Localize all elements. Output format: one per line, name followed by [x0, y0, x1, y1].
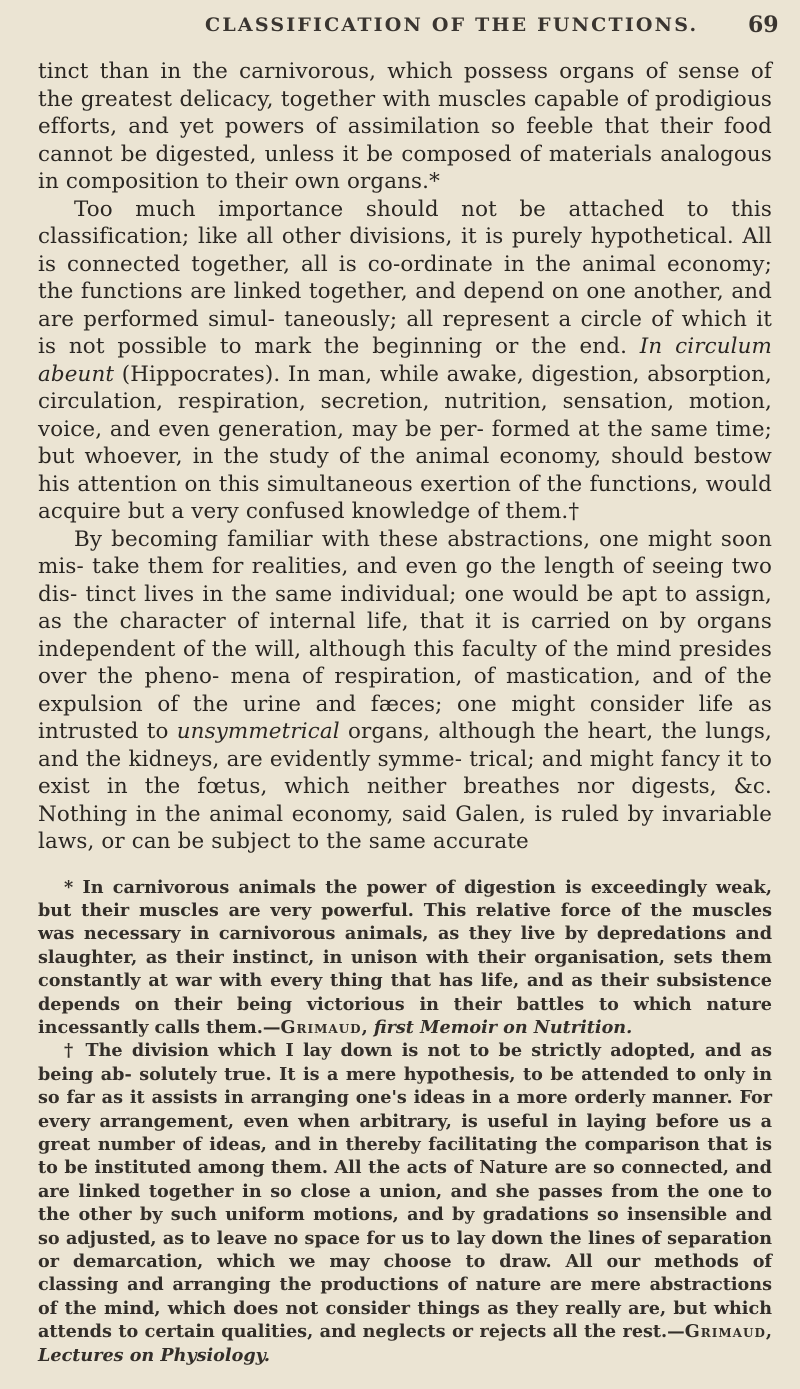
page-number: 69 — [748, 12, 779, 38]
footnote-author: Grimaud — [280, 1016, 362, 1038]
body-text — [38, 58, 772, 856]
running-title: CLASSIFICATION OF THE FUNCTIONS. — [205, 14, 699, 36]
page-header — [0, 8, 800, 48]
footnote-author: Grimaud — [684, 1321, 766, 1343]
paragraph-2: Too much importance should not be attached to this classification; like all other divisions, it is purely hypothetical. All is connected together, all is co-ordinate in the animal economy; the functions are linked together, and depend on one another, and are performed simul- taneously; all represent a circle of which it is not possible to mark the beginning or the end. In circulum abeunt (Hippocrates). In man, while awake, digestion, absorption, circulation, respiration, secretion, nutrition, sensation, motion, voice, and even generation, may be per- formed at the same time; but whoever, in the study of the animal economy, should bestow his attention on this simultaneous exertion of the functions, would acquire but a very confused knowledge of them.† — [38, 196, 772, 524]
footnote-1: * In carnivorous animals the power of digestion is exceedingly weak, but their muscles are very powerful. This relative force of the muscles was necessary in carnivorous animals, as they live by depredations and slaughter, as their instinct, in unison with their organisation, sets them constantly at war with every thing that has life, and as their subsistence depends on their being victorious in their battles to which nature incessantly calls them.—Grimaud, first Memoir on Nutrition. — [38, 876, 772, 1038]
footnotes — [38, 876, 772, 1368]
footnote-2: † The division which I lay down is not to be strictly adopted, and as being ab- solutely true. It is a mere hypothesis, to be attended to only in so far as it assists in arranging one's ideas in a more orderly manner. For every arrangement, even when arbitrary, is useful in laying before us a great number of ideas, and in thereby facilitating the comparison that is to be instituted among them. All the acts of Nature are so connected, and are linked together in so close a union, and she passes from the one to the other by such uniform motions, and by gradations so insensible and so adjusted, as to leave no space for us to lay down the lines of separation or demarcation, which we may choose to draw. All our methods of classing and arranging the productions of nature are mere abstractions of the mind, which does not consider things as they really are, but which attends to certain qualities, and neglects or rejects all the rest.—Grimaud, Lectures on Physiology. — [38, 1040, 772, 1366]
paragraph-1: tinct than in the carnivorous, which possess organs of sense of the greatest delicacy, together with muscles capable of prodigious efforts, and yet powers of assimilation so feeble that their food cannot be digested, unless it be composed of materials analogous in composition to their own organs.* — [38, 59, 772, 194]
paragraph-3: By becoming familiar with these abstractions, one might soon mis- take them for realities, and even go the length of seeing two dis- tinct lives in the same individual; one would be apt to assign, as the character of internal life, that it is carried on by organs independent of the will, although this faculty of the mind presides over the pheno- mena of respiration, of mastication, and of the expulsion of the urine and fæces; one might consider life as intrusted to unsymmetrical organs, although the heart, the lungs, and the kidneys, are evidently symme- trical; and might fancy it to exist in the fœtus, which neither breathes nor digests, &c. Nothing in the animal economy, said Galen, is ruled by invariable laws, or can be subject to the same accurate — [38, 526, 772, 854]
